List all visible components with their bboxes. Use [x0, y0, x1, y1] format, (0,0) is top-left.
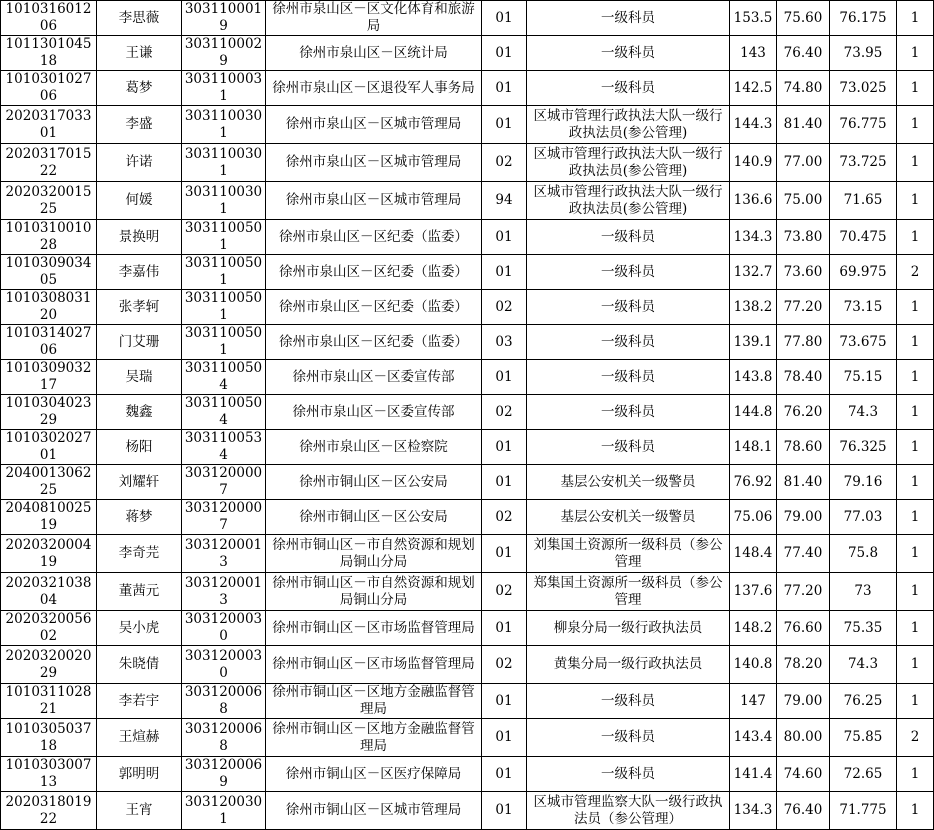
table-row	[1, 144, 934, 182]
interview-score-cell: 74.80	[777, 71, 830, 106]
department-cell: 徐州市泉山区－区检察院	[266, 430, 482, 465]
position-code-cell: 3031100501	[182, 255, 266, 290]
interview-score-cell: 76.20	[777, 395, 830, 430]
position-code-cell: 3031200007	[182, 500, 266, 535]
rank-cell: 1	[897, 106, 934, 144]
exam-id-cell: 204001306225	[1, 465, 97, 500]
position-code-cell: 3031100501	[182, 220, 266, 255]
name-cell: 许诺	[97, 144, 182, 182]
rank-cell: 1	[897, 395, 934, 430]
exam-id-cell: 202032002029	[1, 646, 97, 684]
rank-cell: 1	[897, 535, 934, 573]
rank-cell: 1	[897, 220, 934, 255]
interview-score-cell: 77.00	[777, 144, 830, 182]
rank-cell: 1	[897, 573, 934, 611]
position-name-cell: 黄集分局一级行政执法员	[527, 646, 730, 684]
position-name-cell: 一级科员	[527, 220, 730, 255]
table-row	[1, 290, 934, 325]
name-cell: 王谦	[97, 36, 182, 71]
exam-id-cell: 101031102821	[1, 684, 97, 719]
total-score-cell: 76.25	[830, 684, 897, 719]
written-score-cell: 139.1	[730, 325, 777, 360]
written-score-cell: 143.4	[730, 719, 777, 757]
position-code-cell: 3031200030	[182, 611, 266, 646]
name-cell: 李思薇	[97, 1, 182, 36]
position-no-cell: 01	[482, 71, 527, 106]
written-score-cell: 147	[730, 684, 777, 719]
name-cell: 张孝轲	[97, 290, 182, 325]
position-name-cell: 基层公安机关一级警员	[527, 500, 730, 535]
written-score-cell: 136.6	[730, 182, 777, 220]
exam-id-cell: 202032000419	[1, 535, 97, 573]
department-cell: 徐州市泉山区－区统计局	[266, 36, 482, 71]
written-score-cell: 76.92	[730, 465, 777, 500]
name-cell: 蒋梦	[97, 500, 182, 535]
department-cell: 徐州市泉山区－区纪委（监委）	[266, 290, 482, 325]
position-no-cell: 01	[482, 535, 527, 573]
rank-cell: 1	[897, 500, 934, 535]
table-row	[1, 220, 934, 255]
rank-cell: 1	[897, 36, 934, 71]
total-score-cell: 72.65	[830, 757, 897, 792]
position-code-cell: 3031100029	[182, 36, 266, 71]
position-no-cell: 01	[482, 430, 527, 465]
position-no-cell: 02	[482, 500, 527, 535]
department-cell: 徐州市泉山区－区城市管理局	[266, 182, 482, 220]
name-cell: 郭明明	[97, 757, 182, 792]
position-name-cell: 区城市管理行政执法大队一级行政执法员(参公管理)	[527, 106, 730, 144]
department-cell: 徐州市铜山区－市自然资源和规划局铜山分局	[266, 573, 482, 611]
position-name-cell: 一级科员	[527, 325, 730, 360]
position-code-cell: 3031100301	[182, 144, 266, 182]
written-score-cell: 141.4	[730, 757, 777, 792]
department-cell: 徐州市泉山区－区委宣传部	[266, 360, 482, 395]
total-score-cell: 75.15	[830, 360, 897, 395]
position-name-cell: 区城市管理行政执法大队一级行政执法员(参公管理)	[527, 182, 730, 220]
total-score-cell: 69.975	[830, 255, 897, 290]
total-score-cell: 73.675	[830, 325, 897, 360]
department-cell: 徐州市泉山区－区纪委（监委）	[266, 220, 482, 255]
interview-score-cell: 76.40	[777, 36, 830, 71]
written-score-cell: 148.1	[730, 430, 777, 465]
department-cell: 徐州市铜山区－区地方金融监督管理局	[266, 719, 482, 757]
table-row	[1, 360, 934, 395]
position-no-cell: 01	[482, 757, 527, 792]
position-no-cell: 01	[482, 220, 527, 255]
name-cell: 王宵	[97, 792, 182, 830]
total-score-cell: 70.475	[830, 220, 897, 255]
position-name-cell: 区城市管理行政执法大队一级行政执法员(参公管理)	[527, 144, 730, 182]
exam-id-cell: 202031703301	[1, 106, 97, 144]
table-row	[1, 71, 934, 106]
position-name-cell: 区城市管理监察大队一级行政执法员（参公管理）	[527, 792, 730, 830]
position-no-cell: 03	[482, 325, 527, 360]
position-name-cell: 一级科员	[527, 360, 730, 395]
rank-cell: 1	[897, 757, 934, 792]
exam-id-cell: 202032005602	[1, 611, 97, 646]
position-no-cell: 01	[482, 719, 527, 757]
table-row	[1, 430, 934, 465]
written-score-cell: 148.4	[730, 535, 777, 573]
position-no-cell: 01	[482, 360, 527, 395]
rank-cell: 2	[897, 719, 934, 757]
position-name-cell: 一级科员	[527, 684, 730, 719]
table-row	[1, 535, 934, 573]
position-no-cell: 01	[482, 106, 527, 144]
position-no-cell: 01	[482, 684, 527, 719]
position-no-cell: 94	[482, 182, 527, 220]
rank-cell: 1	[897, 360, 934, 395]
total-score-cell: 75.85	[830, 719, 897, 757]
written-score-cell: 140.8	[730, 646, 777, 684]
rank-cell: 1	[897, 1, 934, 36]
position-name-cell: 一级科员	[527, 290, 730, 325]
total-score-cell: 74.3	[830, 646, 897, 684]
table-row	[1, 325, 934, 360]
written-score-cell: 134.3	[730, 220, 777, 255]
position-name-cell: 一级科员	[527, 757, 730, 792]
interview-score-cell: 76.40	[777, 792, 830, 830]
total-score-cell: 75.35	[830, 611, 897, 646]
exam-id-cell: 202031801922	[1, 792, 97, 830]
position-no-cell: 02	[482, 573, 527, 611]
interview-score-cell: 75.60	[777, 1, 830, 36]
exam-id-cell: 101030402329	[1, 395, 97, 430]
exam-id-cell: 101030202701	[1, 430, 97, 465]
exam-id-cell: 101030300713	[1, 757, 97, 792]
position-code-cell: 3031100501	[182, 325, 266, 360]
name-cell: 吴瑞	[97, 360, 182, 395]
position-name-cell: 基层公安机关一级警员	[527, 465, 730, 500]
exam-id-cell: 101031601206	[1, 1, 97, 36]
exam-id-cell: 204081002519	[1, 500, 97, 535]
position-code-cell: 3031200069	[182, 757, 266, 792]
name-cell: 董茜元	[97, 573, 182, 611]
department-cell: 徐州市泉山区－区纪委（监委）	[266, 255, 482, 290]
name-cell: 刘耀轩	[97, 465, 182, 500]
position-no-cell: 01	[482, 255, 527, 290]
table-body	[1, 1, 934, 830]
total-score-cell: 75.8	[830, 535, 897, 573]
table-row	[1, 36, 934, 71]
interview-score-cell: 79.00	[777, 500, 830, 535]
position-code-cell: 3031100301	[182, 182, 266, 220]
exam-id-cell: 101130104518	[1, 36, 97, 71]
exam-id-cell: 101030503718	[1, 719, 97, 757]
position-name-cell: 一级科员	[527, 255, 730, 290]
total-score-cell: 76.325	[830, 430, 897, 465]
name-cell: 景换明	[97, 220, 182, 255]
rank-cell: 1	[897, 325, 934, 360]
total-score-cell: 76.775	[830, 106, 897, 144]
exam-id-cell: 101030903405	[1, 255, 97, 290]
name-cell: 王煊赫	[97, 719, 182, 757]
written-score-cell: 140.9	[730, 144, 777, 182]
position-code-cell: 3031200013	[182, 573, 266, 611]
department-cell: 徐州市铜山区－区公安局	[266, 465, 482, 500]
exam-id-cell: 101031402706	[1, 325, 97, 360]
position-code-cell: 3031200068	[182, 719, 266, 757]
rank-cell: 1	[897, 646, 934, 684]
name-cell: 何媛	[97, 182, 182, 220]
written-score-cell: 148.2	[730, 611, 777, 646]
position-code-cell: 3031100504	[182, 360, 266, 395]
name-cell: 李盛	[97, 106, 182, 144]
position-no-cell: 02	[482, 646, 527, 684]
name-cell: 朱晓倩	[97, 646, 182, 684]
written-score-cell: 143	[730, 36, 777, 71]
position-name-cell: 一级科员	[527, 1, 730, 36]
interview-score-cell: 77.80	[777, 325, 830, 360]
exam-id-cell: 202032103804	[1, 573, 97, 611]
total-score-cell: 74.3	[830, 395, 897, 430]
table-row	[1, 611, 934, 646]
interview-score-cell: 77.40	[777, 535, 830, 573]
position-code-cell: 3031200301	[182, 792, 266, 830]
total-score-cell: 73.95	[830, 36, 897, 71]
position-no-cell: 02	[482, 290, 527, 325]
rank-cell: 1	[897, 684, 934, 719]
interview-score-cell: 79.00	[777, 684, 830, 719]
table-row	[1, 182, 934, 220]
position-code-cell: 3031100019	[182, 1, 266, 36]
name-cell: 葛梦	[97, 71, 182, 106]
interview-score-cell: 77.20	[777, 573, 830, 611]
rank-cell: 1	[897, 611, 934, 646]
interview-score-cell: 73.80	[777, 220, 830, 255]
position-name-cell: 一级科员	[527, 36, 730, 71]
department-cell: 徐州市铜山区－区地方金融监督管理局	[266, 684, 482, 719]
position-no-cell: 01	[482, 792, 527, 830]
exam-id-cell: 101030102706	[1, 71, 97, 106]
written-score-cell: 144.8	[730, 395, 777, 430]
total-score-cell: 76.175	[830, 1, 897, 36]
name-cell: 吴小虎	[97, 611, 182, 646]
position-no-cell: 01	[482, 1, 527, 36]
written-score-cell: 132.7	[730, 255, 777, 290]
position-name-cell: 郑集国土资源所一级科员（参公管理	[527, 573, 730, 611]
position-code-cell: 3031200013	[182, 535, 266, 573]
position-no-cell: 02	[482, 144, 527, 182]
exam-id-cell: 202032001525	[1, 182, 97, 220]
written-score-cell: 143.8	[730, 360, 777, 395]
total-score-cell: 77.03	[830, 500, 897, 535]
table-row	[1, 500, 934, 535]
department-cell: 徐州市铜山区－区公安局	[266, 500, 482, 535]
interview-score-cell: 81.40	[777, 465, 830, 500]
total-score-cell: 71.65	[830, 182, 897, 220]
name-cell: 杨阳	[97, 430, 182, 465]
table-row	[1, 1, 934, 36]
department-cell: 徐州市泉山区－区退役军人事务局	[266, 71, 482, 106]
table-row	[1, 684, 934, 719]
rank-cell: 1	[897, 71, 934, 106]
total-score-cell: 73.025	[830, 71, 897, 106]
interview-score-cell: 76.60	[777, 611, 830, 646]
total-score-cell: 79.16	[830, 465, 897, 500]
department-cell: 徐州市铜山区－区市场监督管理局	[266, 646, 482, 684]
name-cell: 李奇芫	[97, 535, 182, 573]
interview-score-cell: 75.00	[777, 182, 830, 220]
rank-cell: 1	[897, 465, 934, 500]
interview-score-cell: 78.60	[777, 430, 830, 465]
table-row	[1, 757, 934, 792]
department-cell: 徐州市泉山区－区纪委（监委）	[266, 325, 482, 360]
rank-cell: 2	[897, 255, 934, 290]
interview-score-cell: 74.60	[777, 757, 830, 792]
rank-cell: 1	[897, 430, 934, 465]
position-name-cell: 刘集国土资源所一级科员（参公管理	[527, 535, 730, 573]
interview-score-cell: 78.20	[777, 646, 830, 684]
rank-cell: 1	[897, 144, 934, 182]
table-row	[1, 573, 934, 611]
exam-id-cell: 101030803120	[1, 290, 97, 325]
position-name-cell: 柳泉分局一级行政执法员	[527, 611, 730, 646]
position-code-cell: 3031100504	[182, 395, 266, 430]
total-score-cell: 73.15	[830, 290, 897, 325]
table-row	[1, 106, 934, 144]
position-code-cell: 3031200068	[182, 684, 266, 719]
position-name-cell: 一级科员	[527, 71, 730, 106]
department-cell: 徐州市泉山区－区城市管理局	[266, 144, 482, 182]
total-score-cell: 73.725	[830, 144, 897, 182]
exam-id-cell: 101030903217	[1, 360, 97, 395]
position-code-cell: 3031100501	[182, 290, 266, 325]
department-cell: 徐州市泉山区－区委宣传部	[266, 395, 482, 430]
rank-cell: 1	[897, 182, 934, 220]
department-cell: 徐州市铜山区－区市场监督管理局	[266, 611, 482, 646]
written-score-cell: 142.5	[730, 71, 777, 106]
department-cell: 徐州市铜山区－区城市管理局	[266, 792, 482, 830]
position-no-cell: 01	[482, 465, 527, 500]
written-score-cell: 138.2	[730, 290, 777, 325]
position-code-cell: 3031100301	[182, 106, 266, 144]
interview-score-cell: 78.40	[777, 360, 830, 395]
interview-score-cell: 73.60	[777, 255, 830, 290]
department-cell: 徐州市泉山区－区城市管理局	[266, 106, 482, 144]
written-score-cell: 137.6	[730, 573, 777, 611]
name-cell: 魏鑫	[97, 395, 182, 430]
position-name-cell: 一级科员	[527, 430, 730, 465]
department-cell: 徐州市泉山区－区文化体育和旅游局	[266, 1, 482, 36]
position-code-cell: 3031100031	[182, 71, 266, 106]
position-code-cell: 3031200007	[182, 465, 266, 500]
interview-score-cell: 77.20	[777, 290, 830, 325]
exam-id-cell: 202031701522	[1, 144, 97, 182]
written-score-cell: 144.3	[730, 106, 777, 144]
table-row	[1, 719, 934, 757]
position-no-cell: 01	[482, 611, 527, 646]
table-row	[1, 255, 934, 290]
rank-cell: 1	[897, 290, 934, 325]
name-cell: 李若宇	[97, 684, 182, 719]
name-cell: 李嘉伟	[97, 255, 182, 290]
written-score-cell: 153.5	[730, 1, 777, 36]
position-no-cell: 01	[482, 36, 527, 71]
total-score-cell: 73	[830, 573, 897, 611]
position-code-cell: 3031200030	[182, 646, 266, 684]
position-name-cell: 一级科员	[527, 395, 730, 430]
table-row	[1, 395, 934, 430]
department-cell: 徐州市铜山区－区医疗保障局	[266, 757, 482, 792]
department-cell: 徐州市铜山区－市自然资源和规划局铜山分局	[266, 535, 482, 573]
written-score-cell: 75.06	[730, 500, 777, 535]
interview-score-cell: 80.00	[777, 719, 830, 757]
rank-cell: 1	[897, 792, 934, 830]
table-row	[1, 792, 934, 830]
table-row	[1, 465, 934, 500]
position-no-cell: 02	[482, 395, 527, 430]
position-code-cell: 3031100534	[182, 430, 266, 465]
written-score-cell: 134.3	[730, 792, 777, 830]
exam-id-cell: 101031001028	[1, 220, 97, 255]
table-row	[1, 646, 934, 684]
total-score-cell: 71.775	[830, 792, 897, 830]
position-name-cell: 一级科员	[527, 719, 730, 757]
name-cell: 门艾珊	[97, 325, 182, 360]
interview-score-cell: 81.40	[777, 106, 830, 144]
